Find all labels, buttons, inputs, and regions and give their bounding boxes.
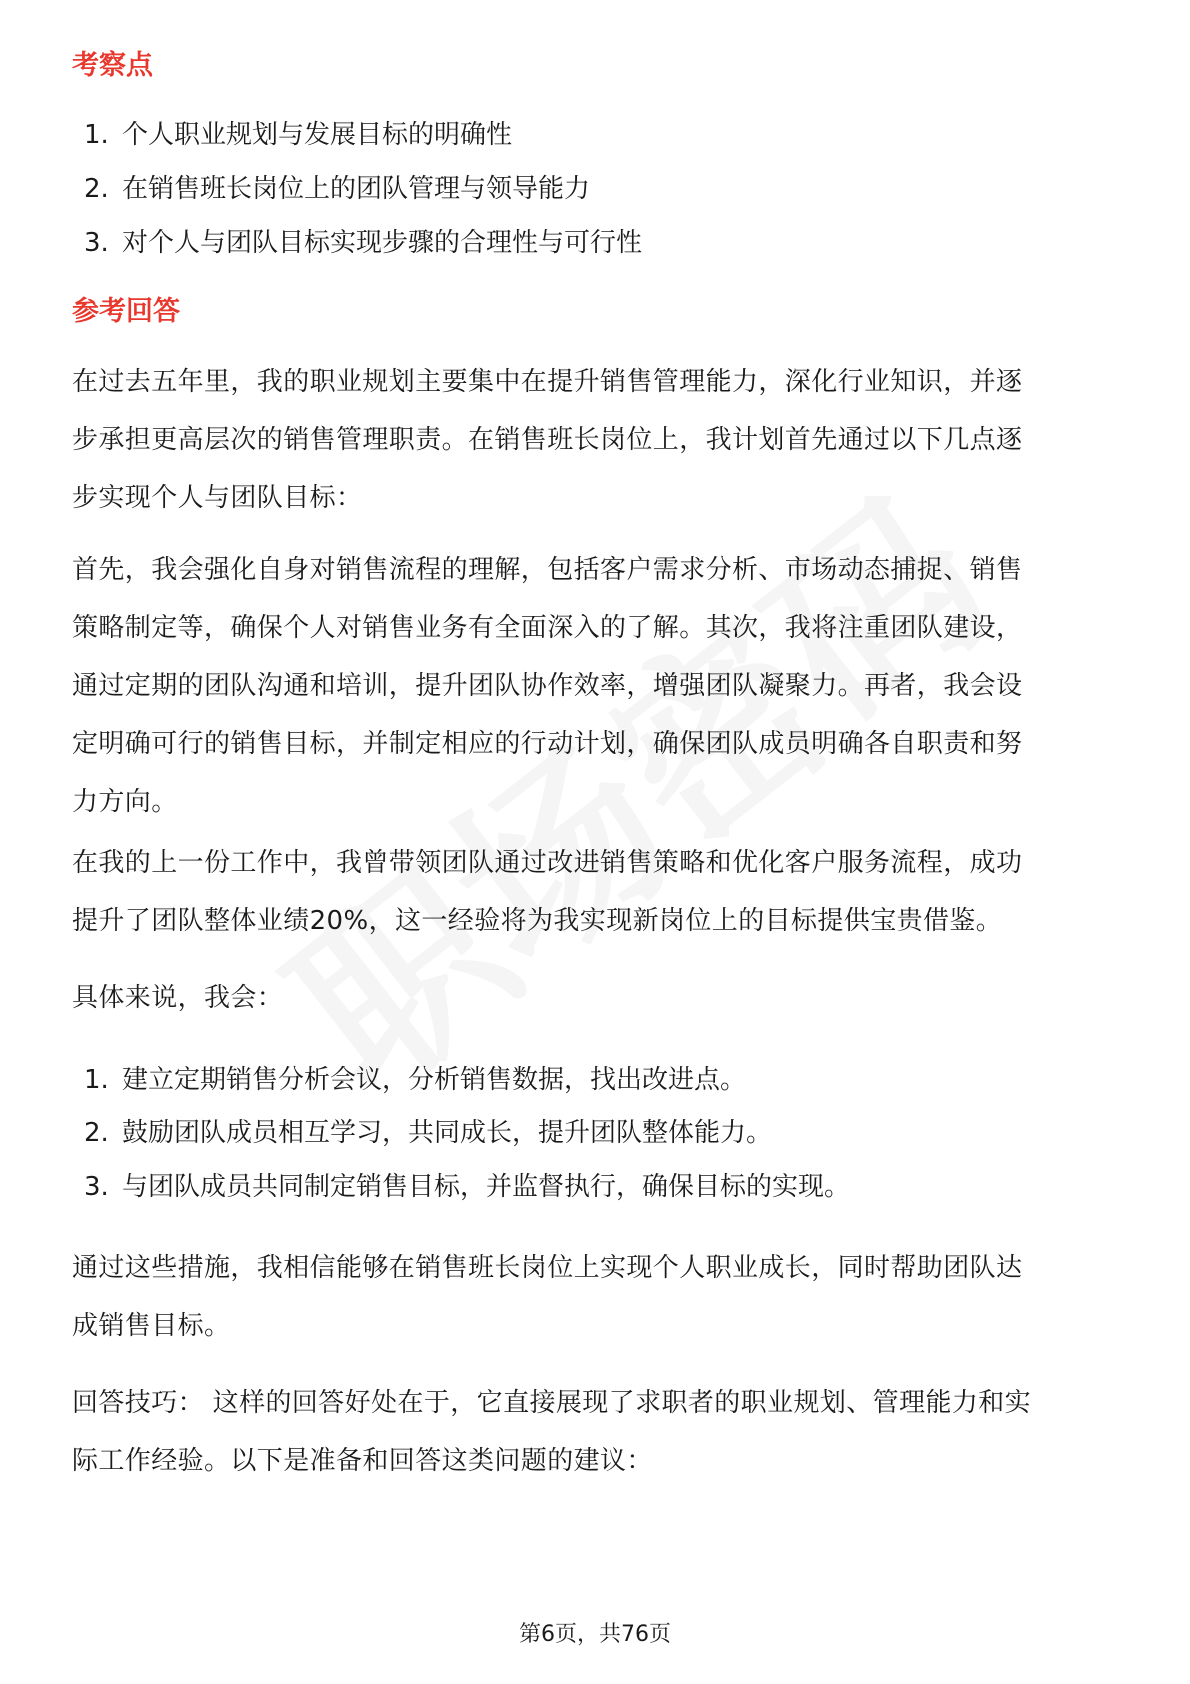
list-number: 1.: [84, 1065, 109, 1095]
list-number: 3.: [84, 1172, 109, 1202]
paragraph-1: [72, 353, 1122, 527]
text-line: 通过定期的团队沟通和培训，提升团队协作效率，增强团队凝聚力。再者，我会设: [72, 671, 1023, 701]
list-number: 3.: [84, 228, 109, 258]
section-heading-reference-answer: 参考回答: [72, 296, 180, 327]
text-line: 步承担更高层次的销售管理职责。在销售班长岗位上，我计划首先通过以下几点逐: [72, 425, 1023, 455]
text-line: 在我的上一份工作中，我曾带领团队通过改进销售策略和优化客户服务流程，成功: [72, 848, 1023, 878]
text-line: 提升了团队整体业绩20%，这一经验将为我实现新岗位上的目标提供宝贵借鉴。: [72, 906, 1003, 936]
text-line: 具体来说，我会：: [72, 983, 284, 1013]
paragraph-5: [72, 1239, 1122, 1355]
text-line: 力方向。: [72, 787, 178, 817]
text-line: 策略制定等，确保个人对销售业务有全面深入的了解。其次，我将注重团队建设，: [72, 613, 1023, 643]
text-line: 步实现个人与团队目标：: [72, 483, 363, 513]
list-number: 1.: [84, 120, 109, 150]
list-item: [84, 1113, 772, 1153]
list-text: 与团队成员共同制定销售目标，并监督执行，确保目标的实现。: [122, 1172, 851, 1202]
paragraph-2: [72, 541, 1122, 831]
list-number: 2.: [84, 1118, 109, 1148]
list-item: [84, 1167, 850, 1207]
list-item: [84, 169, 590, 209]
list-text: 对个人与团队目标实现步骤的合理性与可行性: [122, 228, 643, 258]
text-line: 通过这些措施，我相信能够在销售班长岗位上实现个人职业成长，同时帮助团队达: [72, 1253, 1023, 1283]
list-text: 建立定期销售分析会议，分析销售数据，找出改进点。: [122, 1065, 747, 1095]
list-number: 2.: [84, 174, 109, 204]
text-line: 定明确可行的销售目标，并制定相应的行动计划，确保团队成员明确各自职责和努: [72, 729, 1023, 759]
text-line: 在过去五年里，我的职业规划主要集中在提升销售管理能力，深化行业知识，并逐: [72, 367, 1023, 397]
text-line: 首先，我会强化自身对销售流程的理解，包括客户需求分析、市场动态捕捉、销售: [72, 555, 1023, 585]
list-text: 在销售班长岗位上的团队管理与领导能力: [122, 174, 591, 204]
paragraph-3: [72, 834, 1122, 950]
page-footer: 第6页，共76页: [519, 1622, 671, 1647]
paragraph-4: [72, 969, 1122, 1027]
text-line: 回答技巧： 这样的回答好处在于，它直接展现了求职者的职业规划、管理能力和实: [72, 1388, 1032, 1418]
list-item: [84, 115, 512, 155]
list-item: [84, 223, 642, 263]
paragraph-6: [72, 1374, 1122, 1490]
text-line: 成销售目标。: [72, 1311, 231, 1341]
text-line: 际工作经验。以下是准备和回答这类问题的建议：: [72, 1446, 653, 1476]
section-heading-key-points: 考察点: [72, 50, 153, 81]
list-text: 鼓励团队成员相互学习，共同成长，提升团队整体能力。: [122, 1118, 773, 1148]
list-text: 个人职业规划与发展目标的明确性: [122, 120, 513, 150]
list-item: [84, 1060, 746, 1100]
